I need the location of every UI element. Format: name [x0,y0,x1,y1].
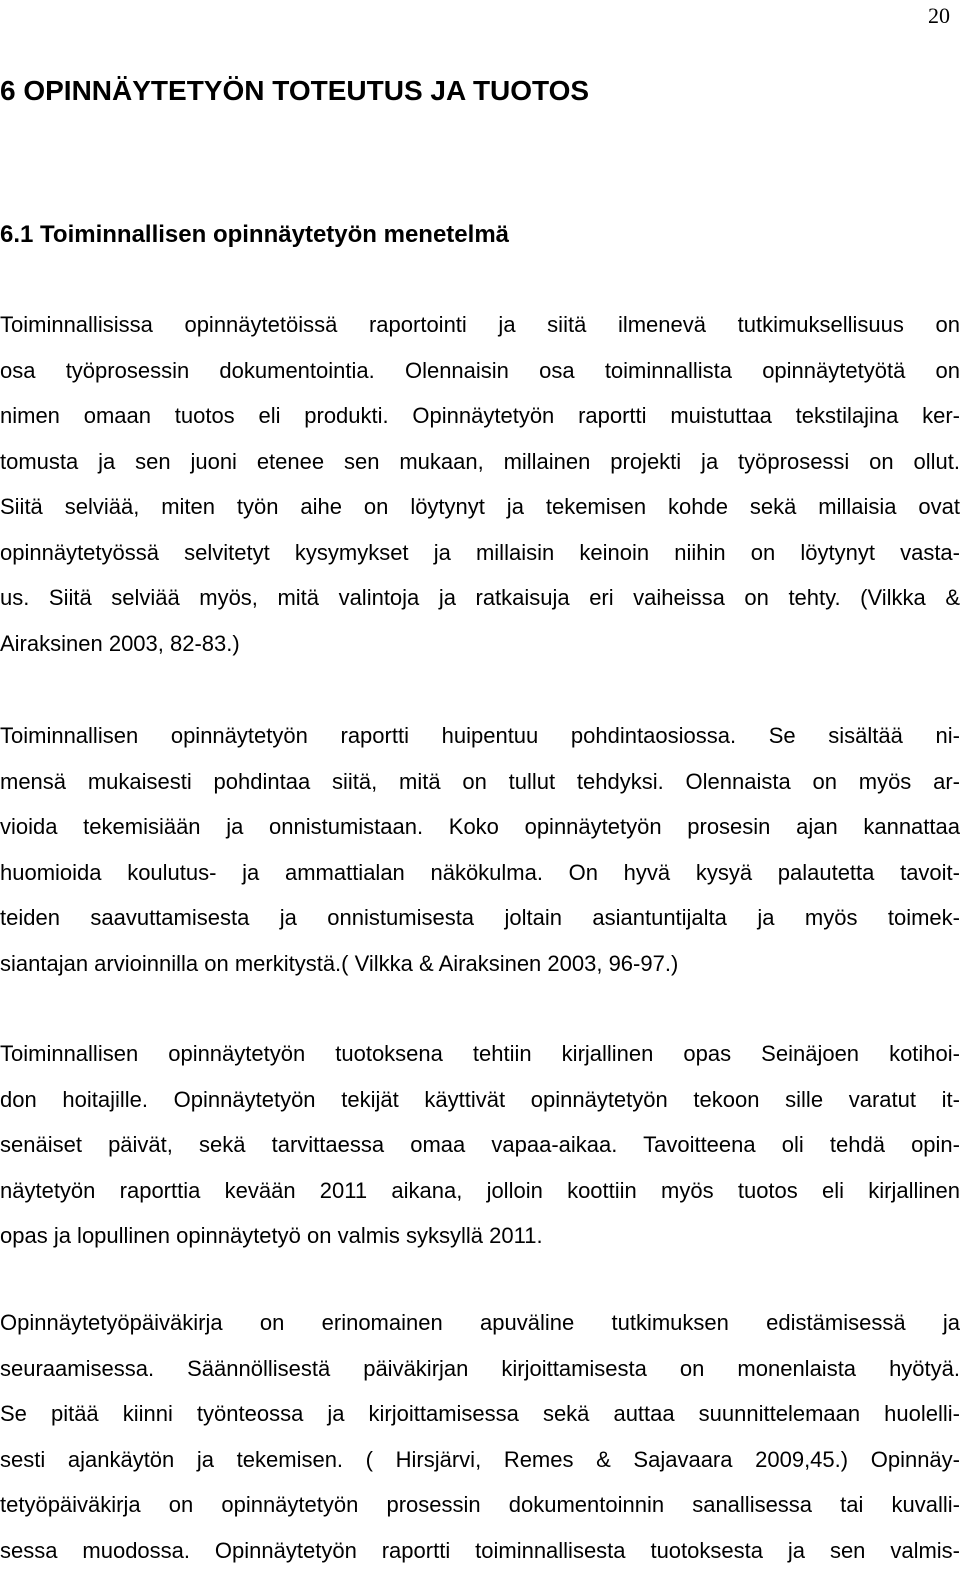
text-line: tetyöpäiväkirja on opinnäytetyön prosessin dokumentoinnin sanallisessa tai kuvalli- [0,1482,960,1528]
text-line: tomusta ja sen juoni etenee sen mukaan, millainen projekti ja työprosessi on ollut. [0,439,960,485]
paragraph-2 [0,713,960,986]
text-line: huomioida koulutus- ja ammattialan näkökulma. On hyvä kysyä palautetta tavoit- [0,850,960,896]
paragraph-1 [0,302,960,666]
text-line: Siitä selviää, miten työn aihe on löytynyt ja tekemisen kohde sekä millaisia ovat [0,484,960,530]
text-line: sessa muodossa. Opinnäytetyön raportti toiminnallisesta tuotoksesta ja sen valmis- [0,1528,960,1573]
section-heading: 6.1 Toiminnallisen opinnäytetyön menetelmä [0,220,509,250]
chapter-heading: 6 OPINNÄYTETYÖN TOTEUTUS JA TUOTOS [0,74,589,108]
text-line: Se pitää kiinni työnteossa ja kirjoittamisessa sekä auttaa suunnittelemaan huolelli- [0,1391,960,1437]
text-line: osa työprosessin dokumentointia. Olennaisin osa toiminnallista opinnäytetyötä on [0,348,960,394]
text-line: siantajan arvioinnilla on merkitystä.( Vilkka & Airaksinen 2003, 96-97.) [0,941,960,987]
page-number: 20 [928,3,950,29]
text-line: teiden saavuttamisesta ja onnistumisesta joltain asiantuntijalta ja myös toimek- [0,895,960,941]
text-line: nimen omaan tuotos eli produkti. Opinnäytetyön raportti muistuttaa tekstilajina ker- [0,393,960,439]
text-line: opas ja lopullinen opinnäytetyö on valmis syksyllä 2011. [0,1213,960,1259]
text-line: Toiminnallisissa opinnäytetöissä raportointi ja siitä ilmenevä tutkimuksellisuus on [0,302,960,348]
paragraph-3 [0,1031,960,1259]
text-line: seuraamisessa. Säännöllisestä päiväkirjan kirjoittamisesta on monenlaista hyötyä. [0,1346,960,1392]
text-line: Toiminnallisen opinnäytetyön raportti huipentuu pohdintaosiossa. Se sisältää ni- [0,713,960,759]
text-line: senäiset päivät, sekä tarvittaessa omaa vapaa-aikaa. Tavoitteena oli tehdä opin- [0,1122,960,1168]
paragraph-4 [0,1300,960,1573]
text-line: Airaksinen 2003, 82-83.) [0,621,960,667]
text-line: mensä mukaisesti pohdintaa siitä, mitä on tullut tehdyksi. Olennaista on myös ar- [0,759,960,805]
text-line: don hoitajille. Opinnäytetyön tekijät käyttivät opinnäytetyön tekoon sille varatut it- [0,1077,960,1123]
text-line: opinnäytetyössä selvitetyt kysymykset ja millaisin keinoin niihin on löytynyt vasta- [0,530,960,576]
text-line: us. Siitä selviää myös, mitä valintoja ja ratkaisuja eri vaiheissa on tehty. (Vilkka & [0,575,960,621]
text-line: Toiminnallisen opinnäytetyön tuotoksena tehtiin kirjallinen opas Seinäjoen kotihoi- [0,1031,960,1077]
text-line: sesti ajankäytön ja tekemisen. ( Hirsjärvi, Remes & Sajavaara 2009,45.) Opinnäy- [0,1437,960,1483]
text-line: Opinnäytetyöpäiväkirja on erinomainen apuväline tutkimuksen edistämisessä ja [0,1300,960,1346]
text-line: näytetyön raporttia kevään 2011 aikana, jolloin koottiin myös tuotos eli kirjallinen [0,1168,960,1214]
text-line: vioida tekemisiään ja onnistumistaan. Koko opinnäytetyön prosesin ajan kannattaa [0,804,960,850]
